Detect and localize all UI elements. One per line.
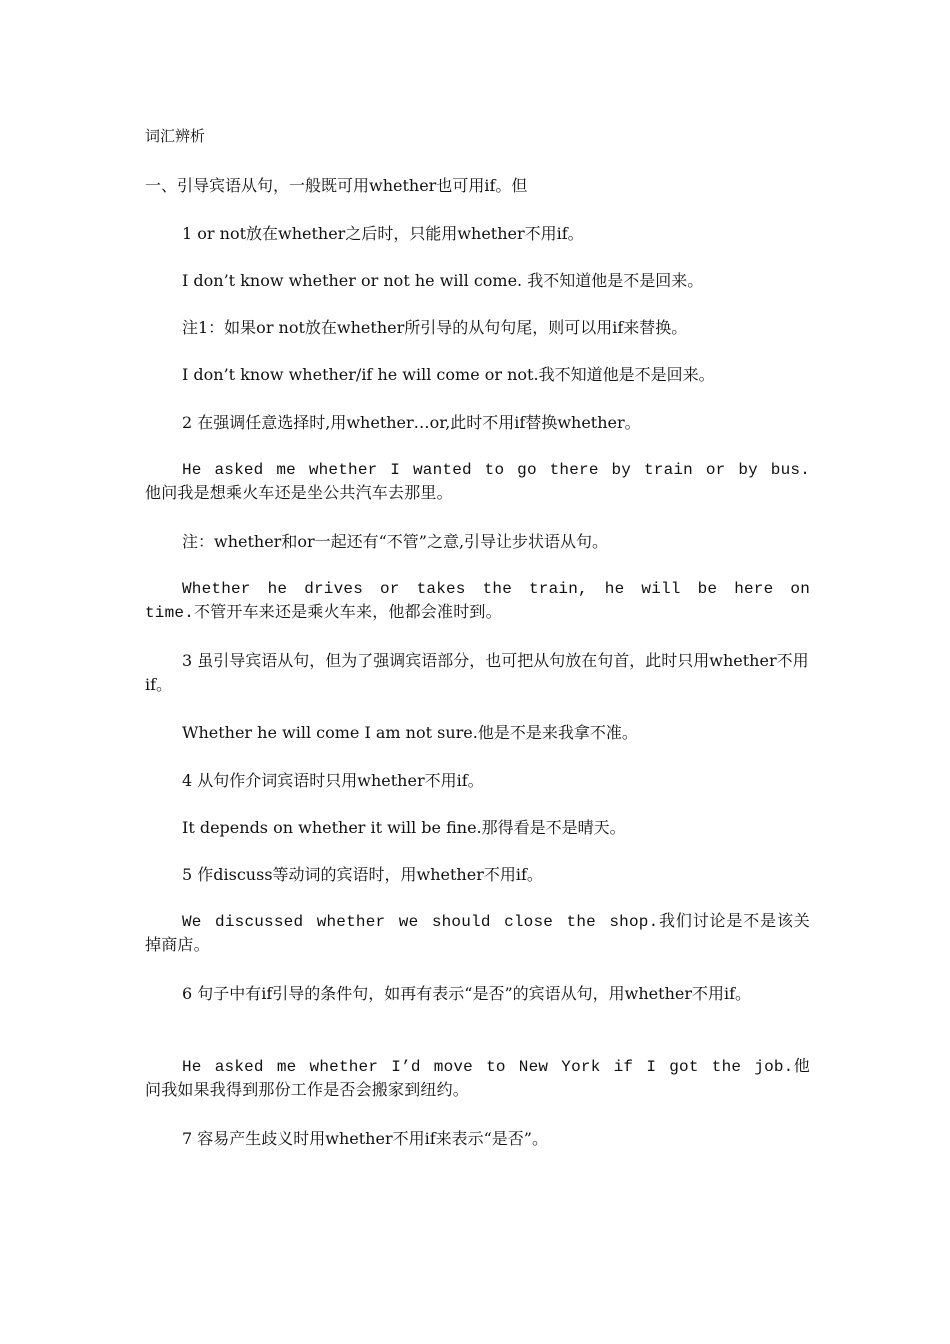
- section-heading: 一、引导宾语从句，一般既可用whether也可用if。但: [145, 176, 528, 195]
- rule-6: 6 句子中有if引导的条件句，如再有表示“是否”的宾语从句，用whether不用if。: [182, 984, 752, 1003]
- example-5: Whether he will come I am not sure.他是不是来我拿不准。: [182, 723, 638, 742]
- rule-4: 4 从句作介词宾语时只用whether不用if。: [182, 771, 484, 790]
- example-2: I don’t know whether/if he will come or not.我不知道他是不是回来。: [182, 365, 715, 384]
- example-8: He asked me whether I’d move to New York if I got the job.他问我如果我得到那份工作是否会搬家到纽约。: [145, 1058, 810, 1100]
- example-7: We discussed whether we should close the shop.我们讨论是不是该关掉商店。: [145, 913, 810, 955]
- document-title: 词汇辨析: [145, 127, 206, 145]
- example-4: Whether he drives or takes the train, he will be here on time.不管开车来还是乘火车来，他都会准时到。: [145, 580, 810, 622]
- example-6: It depends on whether it will be fine.那得看是不是晴天。: [182, 818, 626, 837]
- example-3: He asked me whether I wanted to go there by train or by bus.他问我是想乘火车还是坐公共汽车去那里。: [145, 461, 810, 503]
- rule-7: 7 容易产生歧义时用whether不用if来表示“是否”。: [182, 1129, 548, 1148]
- note-1: 注1：如果or not放在whether所引导的从句句尾，则可以用if来替换。: [182, 318, 688, 337]
- rule-3: 3 虽引导宾语从句，但为了强调宾语部分，也可把从句放在句首，此时只用whether不用if。: [145, 651, 809, 694]
- note-2: 注：whether和or一起还有“不管”之意,引导让步状语从句。: [182, 532, 609, 551]
- rule-2: 2 在强调任意选择时,用whether…or,此时不用if替换whether。: [182, 413, 641, 432]
- example-1: I don’t know whether or not he will come. 我不知道他是不是回来。: [182, 271, 704, 290]
- rule-5: 5 作discuss等动词的宾语时，用whether不用if。: [182, 865, 543, 884]
- rule-1: 1 or not放在whether之后时，只能用whether不用if。: [182, 224, 584, 243]
